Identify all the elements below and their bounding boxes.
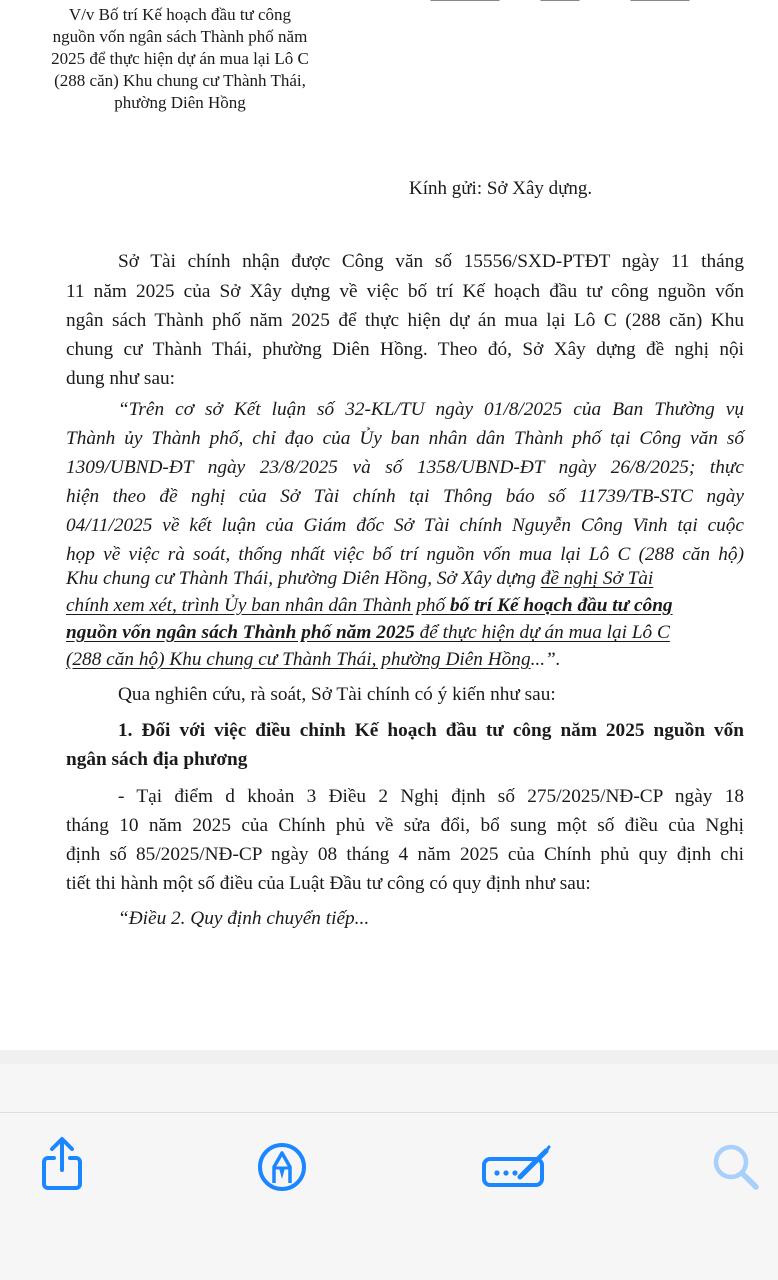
quote-line: “Trên cơ sở Kết luận số 32-KL/TU ngày 01/8/2025 của Ban Thường vụ	[118, 399, 744, 420]
subject-line: V/v Bố trí Kế hoạch đầu tư công	[68, 5, 292, 24]
quote-underlined-segment: (288 căn hộ) Khu chung cư Thành Thái, phường Diên Hồng	[66, 649, 531, 670]
signature-button[interactable]	[478, 1137, 554, 1197]
subject-line: (288 căn) Khu chung cư Thành Thái,	[54, 71, 306, 90]
intro-line: Sở Tài chính nhận được Công văn số 15556/SXD-PTĐT ngày 11 tháng	[118, 251, 744, 272]
quote-line	[66, 567, 744, 591]
quote-line: hiện theo đề nghị của Sở Tài chính tại Thông báo số 11739/TB-STC ngày	[66, 486, 744, 507]
signature-icon	[480, 1141, 552, 1193]
quote-bold-segment: nguồn vốn ngân sách Thành phố năm 2025	[66, 622, 415, 643]
quote-line: 04/11/2025 về kết luận của Giám đốc Sở Tài chính Nguyễn Công Vinh tại cuộc	[66, 515, 744, 536]
page-gutter	[0, 1050, 778, 1064]
decree-line: định số 85/2025/NĐ-CP ngày 08 tháng 4 năm 2025 của Chính phủ quy định chi	[66, 844, 744, 865]
quote-line: 1309/UBND-ĐT ngày 23/8/2025 và số 1358/UBND-ĐT ngày 26/8/2025; thực	[66, 457, 744, 478]
quote-underlined-segment: chính xem xét, trình Ủy ban nhân dân Thành phố	[66, 595, 450, 616]
subject-line: 2025 để thực hiện dự án mua lại Lô C	[51, 49, 309, 68]
quote-segment: ...”.	[530, 649, 561, 670]
toolbar-divider	[0, 1112, 778, 1113]
intro-line: dung như sau:	[66, 368, 175, 389]
quote-line	[66, 648, 744, 672]
decree-line: tiết thi hành một số điều của Luật Đầu tư công có quy định như sau:	[66, 873, 591, 894]
decree-line: tháng 10 năm 2025 của Chính phủ về sửa đổi, bổ sung một số điều của Nghị	[66, 815, 744, 836]
section-heading-line: ngân sách địa phương	[66, 749, 248, 770]
quote-bold-segment: bố trí Kế hoạch đầu tư công	[449, 595, 673, 616]
review-line: Qua nghiên cứu, rà soát, Sở Tài chính có ý kiến như sau:	[118, 684, 556, 705]
article-quote: “Điều 2. Quy định chuyển tiếp...	[118, 908, 370, 929]
subject-line: nguồn vốn ngân sách Thành phố năm	[52, 27, 308, 46]
subject-block	[30, 4, 330, 114]
subject-line: phường Diên Hồng	[114, 93, 246, 112]
section-heading-line: 1. Đối với việc điều chỉnh Kế hoạch đầu tư công năm 2025 nguồn vốn	[118, 720, 744, 741]
quote-underlined-segment: để thực hiện dự án mua lại Lô C	[414, 622, 670, 643]
share-icon	[38, 1136, 86, 1192]
quote-line	[66, 594, 744, 618]
share-button[interactable]	[32, 1134, 92, 1194]
quote-line: họp về việc rà soát, thống nhất việc bố trí nguồn vốn mua lại Lô C (288 căn hộ)	[66, 544, 744, 565]
quote-segment: Khu chung cư Thành Thái, phường Diên Hồng, Sở Xây dựng	[66, 568, 541, 589]
search-button[interactable]	[706, 1137, 766, 1197]
top-cut-rule	[430, 0, 690, 4]
quote-underlined-segment: đề nghị Sở Tài	[540, 568, 654, 589]
intro-line: ngân sách Thành phố năm 2025 để thực hiện dự án mua lại Lô C (288 căn) Khu	[66, 310, 744, 331]
markup-button[interactable]	[252, 1137, 312, 1197]
search-icon	[710, 1141, 762, 1193]
quote-line	[66, 621, 744, 645]
quote-line: Thành ủy Thành phố, chỉ đạo của Ủy ban nhân dân Thành phố tại Công văn số	[66, 428, 744, 449]
markup-icon	[256, 1141, 308, 1193]
intro-line: chung cư Thành Thái, phường Diên Hồng. Theo đó, Sở Xây dựng đề nghị nội	[66, 339, 744, 360]
recipient: Kính gửi: Sở Xây dựng.	[409, 178, 593, 199]
bottom-toolbar	[0, 1064, 778, 1280]
intro-line: 11 năm 2025 của Sở Xây dựng về việc bố trí Kế hoạch đầu tư công nguồn vốn	[66, 281, 744, 302]
decree-line: - Tại điểm d khoản 3 Điều 2 Nghị định số 275/2025/NĐ-CP ngày 18	[118, 786, 744, 807]
